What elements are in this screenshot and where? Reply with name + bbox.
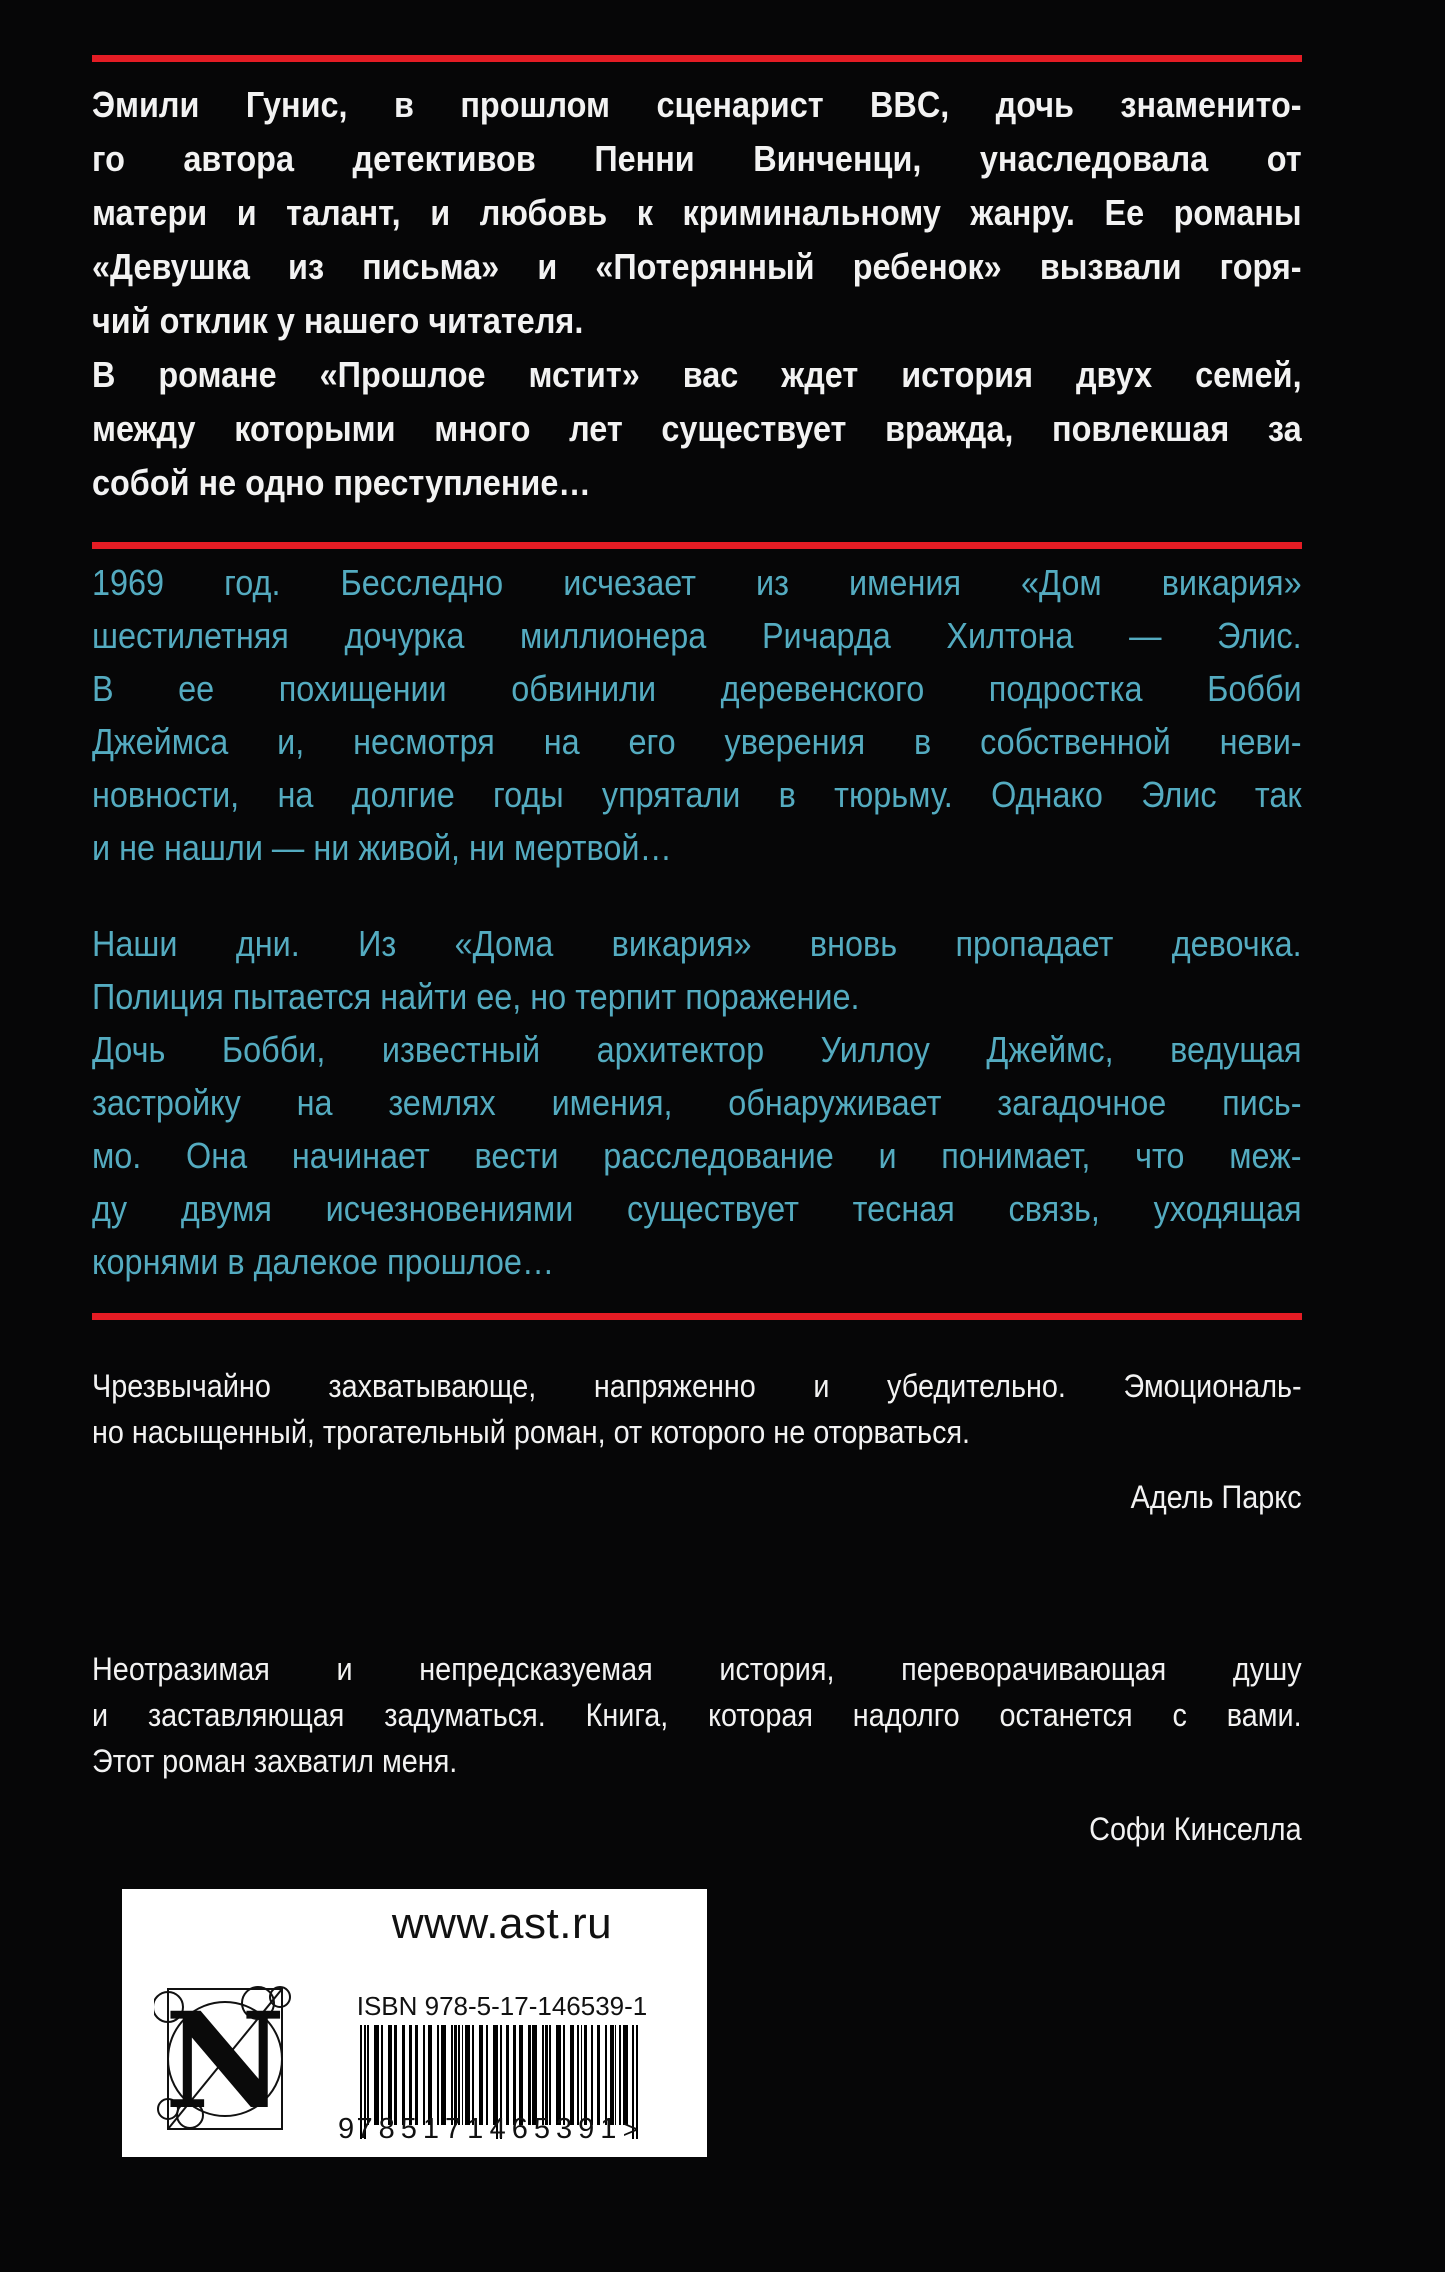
red-divider-top: [92, 55, 1302, 62]
synopsis-present-block: [92, 917, 1302, 1288]
text-line: застройку на землях имения, обнаруживает загадочное пись-: [92, 1082, 1302, 1123]
text-line: Полиция пытается найти ее, но терпит поражение.: [92, 976, 860, 1017]
synopsis-present-paragraph-1: [92, 917, 1302, 1023]
review-quote-2: [92, 1646, 1302, 1784]
text-line: ду двумя исчезновениями существует тесная связь, уходящая: [92, 1188, 1302, 1229]
ean-barcode: [338, 2025, 638, 2145]
text-line: Чрезвычайно захватывающе, напряженно и убедительно. Эмоциональ-: [92, 1368, 1302, 1404]
text-line: шестилетняя дочурка миллионера Ричарда Хилтона — Элис.: [92, 615, 1302, 656]
svg-text:N: N: [164, 1985, 286, 2133]
text-line: мо. Она начинает вести расследование и понимает, что меж-: [92, 1135, 1302, 1176]
text-line: Дочь Бобби, известный архитектор Уиллоу Джеймс, ведущая: [92, 1029, 1302, 1070]
isbn-label: ISBN 978-5-17-146539-1: [356, 1991, 648, 2021]
barcode-lead-digit: 9: [338, 2113, 355, 2145]
text-line: В романе «Прошлое мстит» вас ждет история двух семей,: [92, 354, 1302, 395]
barcode-trail-mark: >: [622, 2114, 638, 2144]
text-line: корнями в далекое прошлое…: [92, 1241, 555, 1282]
text-line: и не нашли — ни живой, ни мертвой…: [92, 827, 672, 868]
barcode-digits: [338, 2113, 638, 2145]
review-attribution-1: Адель Паркс: [1130, 1479, 1302, 1515]
synopsis-1969-paragraph: [92, 556, 1302, 874]
text-line: чий отклик у нашего читателя.: [92, 300, 584, 341]
text-line: Эмили Гунис, в прошлом сценарист BBC, дочь знаменито-: [92, 84, 1302, 125]
text-line: Неотразимая и непредсказуемая история, переворачивающая душу: [92, 1651, 1302, 1687]
text-line: Джеймса и, несмотря на его уверения в собственной неви-: [92, 721, 1302, 762]
text-line: го автора детективов Пенни Винченци, унаследовала от: [92, 138, 1302, 179]
text-line: и заставляющая задуматься. Книга, которая надолго останется с вами.: [92, 1697, 1302, 1733]
review-attribution-2: Софи Кинселла: [1089, 1811, 1302, 1847]
publisher-website-url: www.ast.ru: [391, 1899, 613, 1948]
publisher-panel: [122, 1889, 707, 2157]
author-intro-paragraph-2: [92, 348, 1302, 510]
synopsis-present-paragraph-2: [92, 1023, 1302, 1288]
red-divider-middle: [92, 542, 1302, 549]
barcode-digit-group-2: 465391: [489, 2113, 623, 2145]
text-line: новности, на долгие годы упрятали в тюрьму. Однако Элис так: [92, 774, 1302, 815]
publisher-n-logo-icon: [154, 1985, 296, 2133]
text-line: матери и талант, и любовь к криминальному жанру. Ее романы: [92, 192, 1302, 233]
author-intro-block: [92, 78, 1302, 510]
synopsis-1969-block: [92, 556, 1302, 874]
text-line: 1969 год. Бесследно исчезает из имения «Дом викария»: [92, 562, 1302, 603]
text-line: между которыми много лет существует вражда, повлекшая за: [92, 408, 1302, 449]
text-line: В ее похищении обвинили деревенского подростка Бобби: [92, 668, 1302, 709]
text-line: собой не одно преступление…: [92, 462, 591, 503]
red-divider-bottom: [92, 1313, 1302, 1320]
author-intro-paragraph-1: [92, 78, 1302, 348]
text-line: но насыщенный, трогательный роман, от которого не оторваться.: [92, 1414, 971, 1450]
barcode-digit-group-1: 785171: [356, 2113, 490, 2145]
text-line: Наши дни. Из «Дома викария» вновь пропадает девочка.: [92, 923, 1302, 964]
review-quote-1: [92, 1363, 1302, 1455]
text-line: «Девушка из письма» и «Потерянный ребенок» вызвали горя-: [92, 246, 1302, 287]
text-line: Этот роман захватил меня.: [92, 1743, 458, 1779]
